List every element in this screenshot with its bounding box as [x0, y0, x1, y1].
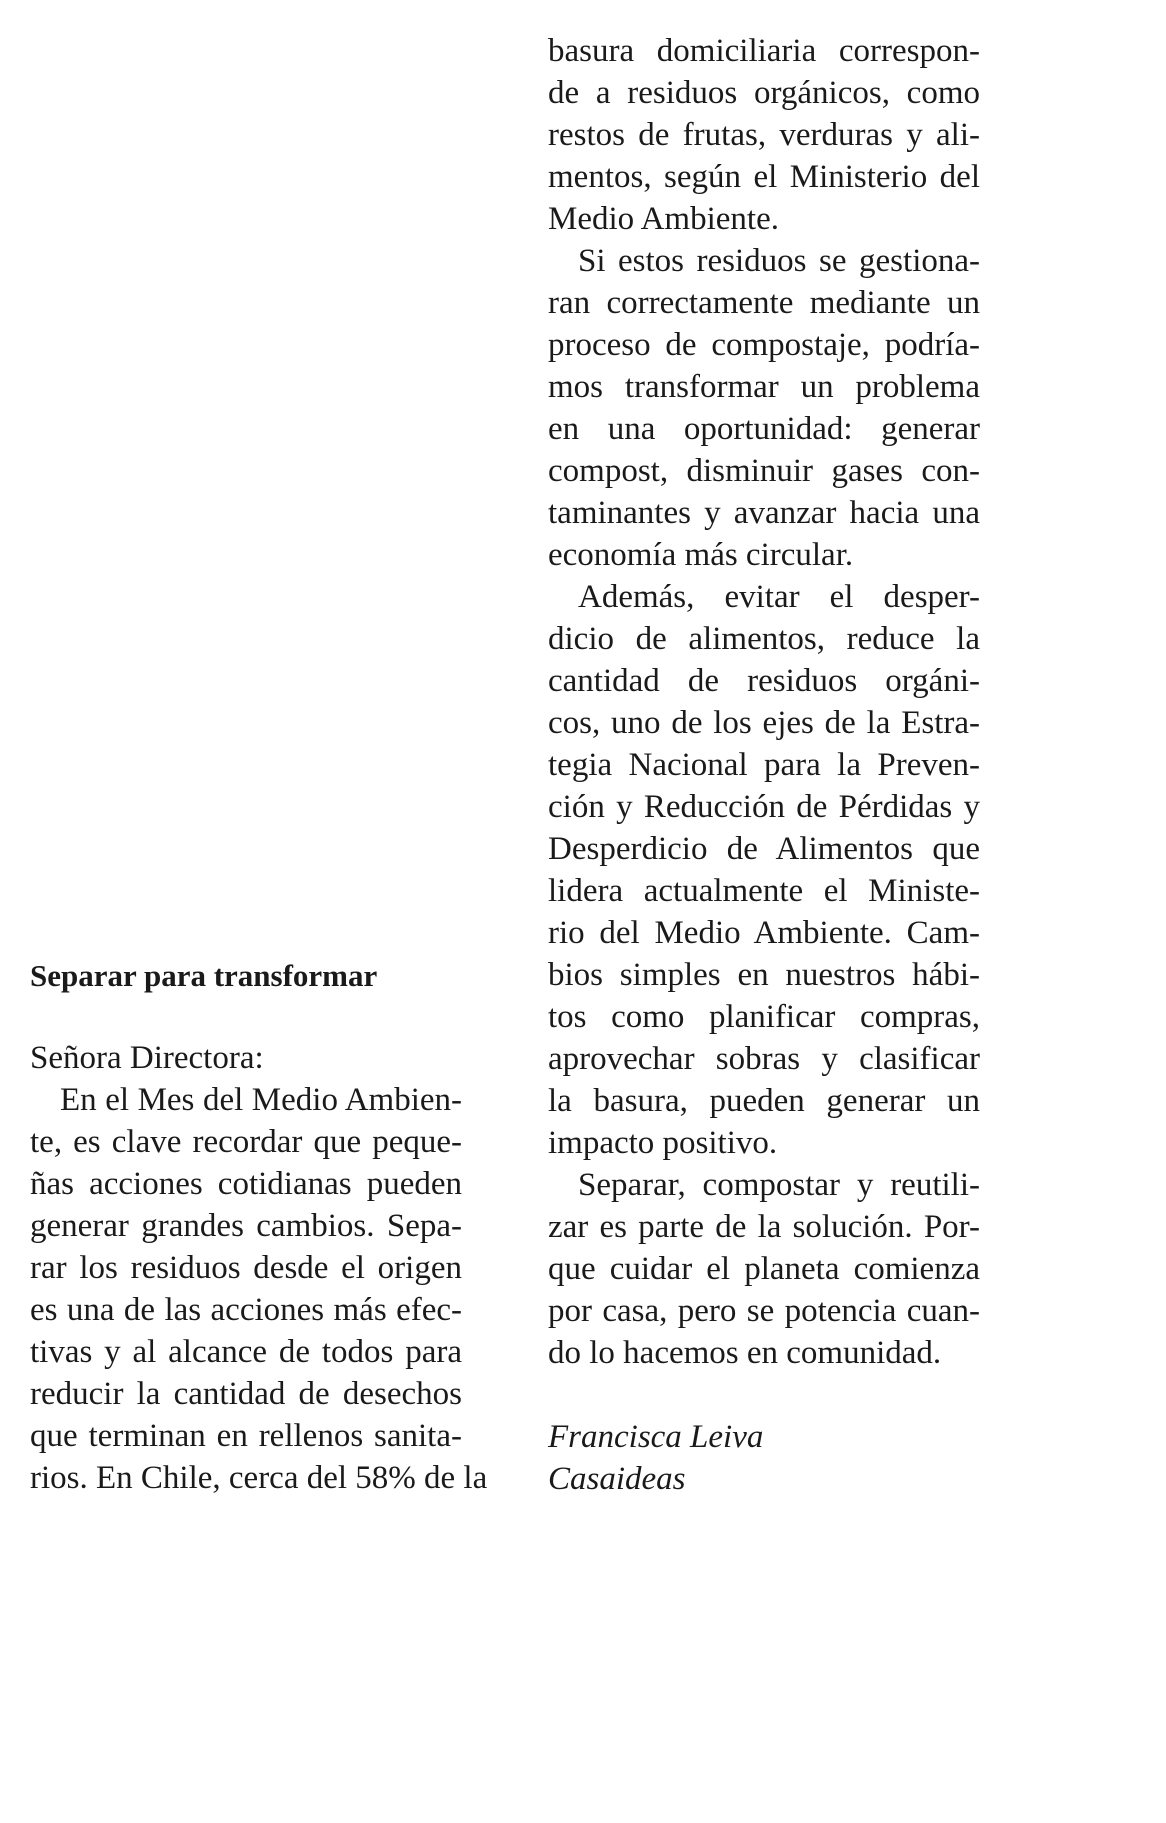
body-line: tegia Nacional para la Preven-	[548, 747, 980, 783]
body-line: Medio Ambiente.	[548, 201, 779, 237]
body-line: taminantes y avanzar hacia una	[548, 495, 980, 531]
body-line: reducir la cantidad de desechos	[30, 1376, 462, 1412]
body-line: generar grandes cambios. Sepa-	[30, 1208, 462, 1244]
body-line: tos como planificar compras,	[548, 999, 980, 1035]
body-line: mos transformar un problema	[548, 369, 980, 405]
body-line: basura domiciliaria correspon-	[548, 33, 980, 69]
letter-heading: Separar para transformar	[30, 958, 378, 993]
body-line: lidera actualmente el Ministe-	[548, 873, 980, 909]
body-line: la basura, pueden generar un	[548, 1083, 980, 1119]
body-line: que terminan en rellenos sanita-	[30, 1418, 462, 1454]
body-line: compost, disminuir gases con-	[548, 453, 980, 489]
body-line: de a residuos orgánicos, como	[548, 75, 980, 111]
body-line: proceso de compostaje, podría-	[548, 327, 980, 363]
body-line: te, es clave recordar que peque-	[30, 1124, 462, 1160]
body-line: restos de frutas, verduras y ali-	[548, 117, 980, 153]
body-line: mentos, según el Ministerio del	[548, 159, 980, 195]
body-line: ción y Reducción de Pérdidas y	[548, 789, 980, 825]
body-line: rio del Medio Ambiente. Cam-	[548, 915, 980, 951]
body-line: En el Mes del Medio Ambien-	[60, 1082, 462, 1118]
body-line: cantidad de residuos orgáni-	[548, 663, 980, 699]
body-line: ran correctamente mediante un	[548, 285, 980, 321]
body-line: ñas acciones cotidianas pueden	[30, 1166, 462, 1202]
body-line: Desperdicio de Alimentos que	[548, 831, 980, 867]
body-line: que cuidar el planeta comienza	[548, 1251, 980, 1287]
body-line: es una de las acciones más efec-	[30, 1292, 462, 1328]
body-line: en una oportunidad: generar	[548, 411, 980, 447]
body-line: economía más circular.	[548, 537, 854, 573]
body-line: rios. En Chile, cerca del 58% de la	[30, 1460, 488, 1496]
salutation: Señora Directora:	[30, 1040, 264, 1076]
body-line: Si estos residuos se gestiona-	[578, 243, 980, 279]
body-line: rar los residuos desde el origen	[30, 1250, 462, 1286]
body-line: Separar, compostar y reutili-	[578, 1167, 980, 1203]
body-line: Además, evitar el desper-	[578, 579, 980, 615]
body-line: tivas y al alcance de todos para	[30, 1334, 462, 1370]
body-line: impacto positivo.	[548, 1125, 778, 1161]
body-line: cos, uno de los ejes de la Estra-	[548, 705, 980, 741]
signature-name: Francisca Leiva	[548, 1419, 764, 1455]
body-line: zar es parte de la solución. Por-	[548, 1209, 980, 1245]
body-line: aprovechar sobras y clasificar	[548, 1041, 980, 1077]
body-line: bios simples en nuestros hábi-	[548, 957, 980, 993]
body-line: por casa, pero se potencia cuan-	[548, 1293, 980, 1329]
signature-organization: Casaideas	[548, 1461, 686, 1497]
body-line: do lo hacemos en comunidad.	[548, 1335, 942, 1371]
body-line: dicio de alimentos, reduce la	[548, 621, 980, 657]
